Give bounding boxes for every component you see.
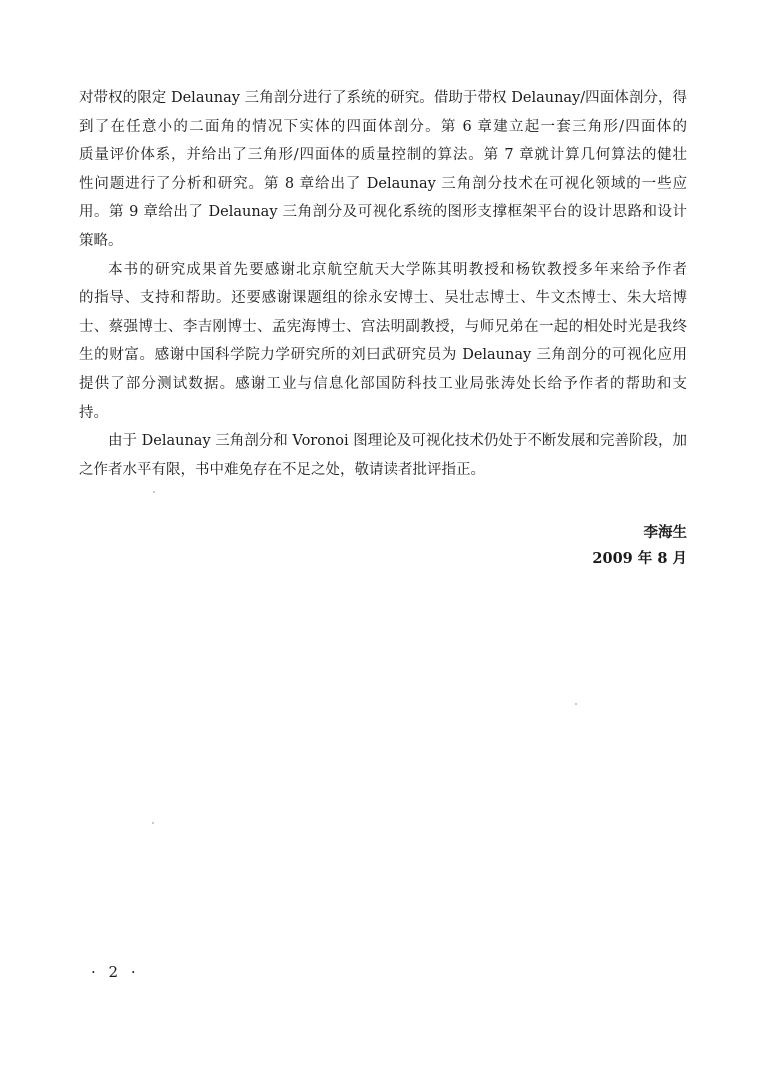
paragraph-2-line-2: 的指导、支持和帮助。还要感谢课题组的徐永安博士、吴壮志博士、牛文杰博士、朱大培博 — [79, 290, 687, 307]
paragraph-1-line-6: 策略。 — [79, 232, 123, 249]
paragraph-1-line-1: 对带权的限定 Delaunay 三角剖分进行了系统的研究。借助于带权 Delaunay/四面体剖分，得 — [79, 90, 687, 106]
paragraph-2-line-3: 士、蔡强博士、李吉刚博士、孟宪海博士、宫法明副教授，与师兄弟在一起的相处时光是我终 — [79, 318, 687, 335]
paragraph-2-line-6: 持。 — [79, 404, 108, 421]
paragraph-2-line-4: 生的财富。感谢中国科学院力学研究所的刘曰武研究员为 Delaunay 三角剖分的可视化应用 — [79, 347, 687, 364]
signature-block — [592, 520, 687, 572]
paragraph-1-line-5: 用。第 9 章给出了 Delaunay 三角剖分及可视化系统的图形支撑框架平台的设计思路和设计 — [79, 204, 687, 221]
scan-speck — [575, 703, 577, 705]
signature-date: 2009 年 8 月 — [592, 550, 687, 567]
page-number: · 2 · — [91, 963, 140, 981]
paragraph-3-line-1: 由于 Delaunay 三角剖分和 Voronoi 图理论及可视化技术仍处于不断发展和完善阶段，加 — [108, 433, 687, 450]
preface-body — [79, 84, 687, 484]
scan-speck — [152, 822, 154, 824]
scan-speck — [153, 491, 155, 493]
paragraph-2-line-1: 本书的研究成果首先要感谢北京航空航天大学陈其明教授和杨钦教授多年来给予作者 — [108, 261, 687, 278]
paragraph-1-line-4: 性问题进行了分析和研究。第 8 章给出了 Delaunay 三角剖分技术在可视化领域的一些应 — [79, 175, 687, 192]
paragraph-1-line-2: 到了在任意小的二面角的情况下实体的四面体剖分。第 6 章建立起一套三角形/四面体的 — [79, 118, 687, 135]
paragraph-3-line-2: 之作者水平有限，书中难免存在不足之处，敬请读者批评指正。 — [79, 461, 485, 478]
paragraph-1-line-3: 质量评价体系，并给出了三角形/四面体的质量控制的算法。第 7 章就计算几何算法的健壮 — [79, 147, 687, 164]
author-name: 李海生 — [643, 524, 687, 541]
paragraph-2-line-5: 提供了部分测试数据。感谢工业与信息化部国防科技工业局张涛处长给予作者的帮助和支 — [79, 375, 687, 392]
